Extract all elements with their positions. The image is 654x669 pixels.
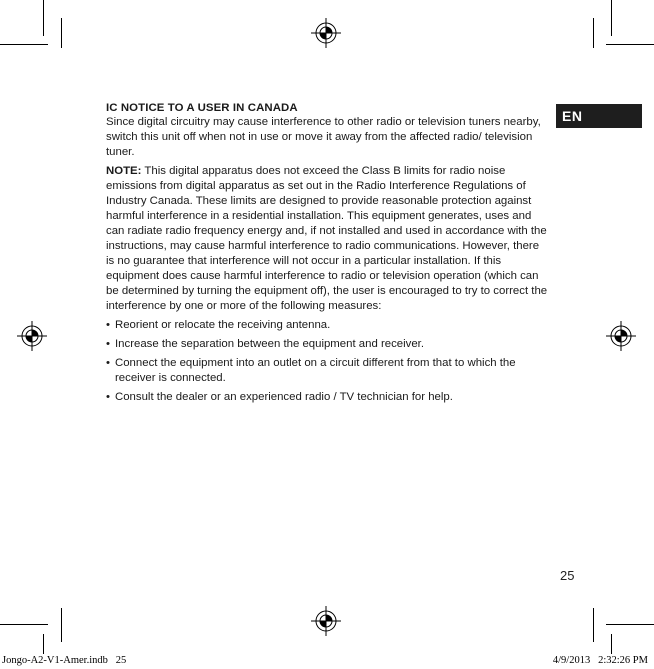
- bullet: •: [106, 319, 110, 331]
- note-body: This digital apparatus does not exceed the Class B limits for radio noise emissions from digital apparatus as set out in the Radio Interference Regulations of Industry Canada. These limits are designed to provide reasonable protection against harmful interference in a residential installation. This equipment generates, uses and can radiate radio frequency energy and, if not installed and used in accordance with the instructions, may cause harmful interference to radio communications. However, there is no guarantee that interference will not occur in a particular installation. If this equipment does cause harmful interference to radio or television operation (which can be determined by turning the equipment off), the user is encouraged to try to correct the interference by one or more of the following measures:: [106, 165, 548, 312]
- measures-list: [106, 318, 550, 405]
- crop-mark: [61, 608, 62, 642]
- crop-mark: [0, 624, 48, 625]
- registration-mark-icon: [311, 18, 341, 48]
- crop-mark: [43, 634, 44, 654]
- note-paragraph: [106, 164, 550, 314]
- registration-mark-icon: [311, 606, 341, 636]
- crop-mark: [606, 624, 654, 625]
- list-item-text: Reorient or relocate the receiving antenna.: [115, 319, 331, 331]
- crop-mark: [606, 44, 654, 45]
- note-label: NOTE:: [106, 165, 142, 177]
- list-item-text: Consult the dealer or an experienced radio / TV technician for help.: [115, 391, 453, 403]
- crop-mark: [593, 608, 594, 642]
- crop-mark: [43, 0, 44, 36]
- crop-mark: [0, 44, 48, 45]
- list-item-text: Connect the equipment into an outlet on a circuit different from that to which the receiver is connected.: [115, 357, 516, 384]
- list-item: [106, 318, 550, 333]
- page-number: 25: [560, 568, 575, 583]
- registration-mark-icon: [17, 321, 47, 351]
- crop-mark: [611, 0, 612, 36]
- crop-mark: [61, 18, 62, 48]
- language-tab: EN: [556, 104, 642, 128]
- list-item-text: Increase the separation between the equipment and receiver.: [115, 338, 425, 350]
- slug-filename: Jongo-A2-V1-Amer.indb 25: [2, 655, 127, 666]
- crop-mark: [611, 634, 612, 654]
- ic-notice-section: [106, 101, 550, 409]
- crop-mark: [593, 18, 594, 48]
- list-item: [106, 356, 550, 386]
- list-item: [106, 337, 550, 352]
- slug-timestamp: 4/9/2013 2:32:26 PM: [552, 655, 648, 666]
- bullet: •: [106, 391, 110, 403]
- section-title: IC NOTICE TO A USER IN CANADA: [106, 102, 298, 114]
- intro-paragraph: Since digital circuitry may cause interference to other radio or television tuners nearby, switch this unit off when not in use or move it away from the affected radio/ television tuner.: [106, 116, 541, 158]
- registration-mark-icon: [606, 321, 636, 351]
- list-item: [106, 390, 550, 405]
- bullet: •: [106, 338, 110, 350]
- bullet: •: [106, 357, 110, 369]
